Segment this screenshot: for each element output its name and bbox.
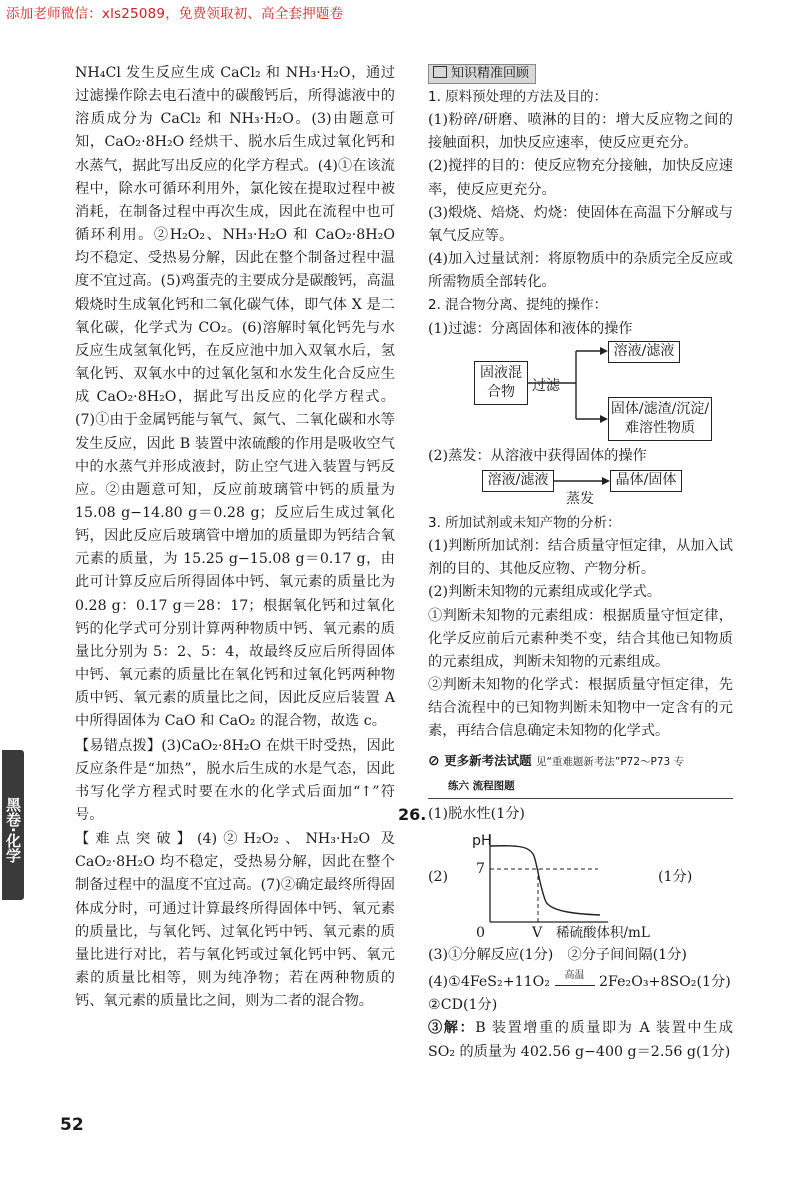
- graph-v-label: V: [532, 924, 543, 941]
- item-text: ②判断未知物的化学式：根据质量守恒定律，先结合流程中的已知物判断未知物中一定含有的元素，再结合信息确定未知物的化学式。: [428, 676, 733, 740]
- answer-label: (2): [428, 868, 449, 885]
- page-number: 52: [60, 1115, 84, 1135]
- analysis-paragraph: NH₄Cl 发生反应生成 CaCl₂ 和 NH₃·H₂O，通过过滤操作除去电石渣中的碳酸钙后，所得滤液中的溶质成分为 CaCl₂ 和 NH₃·H₂O。(3)由题意可知，CaO₂·8H₂O 经烘干、脱水后生成过氧化钙和水蒸气，据此写出反应的化学方程式。(4)①在该流程中，除水可循环利用外，氯化铵在提取过程中被消耗，在制备过程中再次生成，因此在流程中也可循环利用。②H₂O₂、NH₃·H₂O 和 CaO₂·8H₂O 均不稳定、受热易分解，因此在整个制备过程中温度不宜过高。(5)鸡蛋壳的主要成分是碳酸钙，高温煅烧时生成氧化钙和二氧化碳气体，即气体 X 是二氧化碳，化学式为 CO₂。(6)溶解时氧化钙先与水反应生成氢氧化钙，在反应池中加入双氧水后，氢氧化钙、双氧水中的过氧化氢和水发生化合反应生成 CaO₂·8H₂O，据此写出反应的化学方程式。(7)①由于金属钙能与氧气、氮气、二氧化碳和水等发生反应，因此 B 装置中浓硫酸的作用是吸收空气中的水蒸气并形成液封，防止空气进入装置与钙反应。②由题意可知，反应前玻璃管中钙的质量为 15.08 g−14.80 g＝0.28 g；反应后生成过氧化钙，因此反应后玻璃管中增加的质量即为钙结合氧元素的质量，为 15.25 g−15.08 g＝0.17 g，由此可计算反应后所得固体中钙、氧元素的质量比为 0.28 g：0.17 g＝28：17；根据氧化钙和过氧化钙的化学式可分别计算两种物质中钙、氧元素的质量比分别为 5：2、5：4，故最终反应后所得固体中钙、氧元素的质量比在氧化钙和过氧化钙两种物质中钙、氧元素的质量比之间，因此反应后装置 A 中所得固体为 CaO 和 CaO₂ 的混合物，故选 c。: [75, 65, 395, 730]
- ph-graph-row: [428, 826, 733, 944]
- item-text: (1)过滤：分离固体和液体的操作: [428, 320, 633, 337]
- error-tip-paragraph: 【易错点拨】(3)CaO₂·8H₂O 在烘干时受热，因此反应条件是“加热”，脱水后生成的水是气态，因此书写化学方程式时要在水的化学式后面加“↑”符号。: [75, 737, 395, 823]
- answer-line: (3)①分解反应(1分) ②分子间间隔(1分): [428, 946, 687, 963]
- left-column: [75, 62, 395, 1013]
- item-text: (2)判断未知物的元素组成或化学式。: [428, 584, 661, 601]
- knowledge-review-box: 知识精准回顾: [428, 64, 536, 84]
- graph-origin-label: 0: [476, 924, 486, 941]
- section-heading-3: 3. 所加试剂或未知产物的分析：: [428, 514, 621, 531]
- subject-side-tab: 黑卷·化学: [2, 750, 24, 900]
- difficulty-paragraph: 【难点突破】(4)②H₂O₂、NH₃·H₂O 及 CaO₂·8H₂O 均不稳定，受热易分解，因此在整个制备过程中的温度不宜过高。(7)②确定最终所得固体成分时，可通过计算最终所得固体中钙、氧元素的质量比，与氧化钙、过氧化钙中钙、氧元素的质量比进行对比，若与氧化钙或过氧化钙中钙、氧元素的质量比相等，则为纯净物；若在两种物质的钙、氧元素的质量比之间，则为二者的混合物。: [75, 831, 395, 1010]
- diagram-box-crystal: 晶体/固体: [610, 470, 682, 492]
- item-text: (2)蒸发：从溶液中获得固体的操作: [428, 447, 647, 464]
- item-text: (4)加入过量试剂：将原物质中的杂质完全反应或所需物质全部转化。: [428, 251, 733, 291]
- answer-score: (1分): [658, 868, 693, 885]
- diagram-box-filtrate: 溶液/滤液: [608, 341, 680, 363]
- graph-x-label: 稀硫酸体积/mL: [556, 924, 650, 941]
- diagram-label-filter: 过滤: [532, 377, 560, 394]
- answer-line: ②CD(1分): [428, 997, 498, 1014]
- link-icon: ⊘: [428, 753, 440, 770]
- right-column: [398, 62, 733, 1064]
- diagram-box-solution: 溶液/滤液: [482, 470, 554, 492]
- graph-seven-label: 7: [476, 860, 486, 877]
- answer-block: [398, 803, 733, 1064]
- section-heading-1: 1. 原料预处理的方法及目的：: [428, 89, 608, 105]
- diagram-box-solid: 固体/滤渣/沉淀/难溶性物质: [608, 397, 712, 441]
- equation-line: (4)①4FeS₂+11O₂ 高温 2Fe₂O₃+8SO₂(1分): [428, 970, 731, 991]
- item-text: (1)粉碎/研磨、喷淋的目的：增大反应物之间的接触面积，加快反应速率，使反应更充分。: [428, 112, 733, 152]
- promo-banner: 添加老师微信：xls25089，免费领取初、高全套押题卷: [6, 6, 344, 22]
- section-heading-2: 2. 混合物分离、提纯的操作：: [428, 297, 608, 314]
- filtration-diagram: [428, 341, 733, 445]
- item-text: (1)判断所加试剂：结合质量守恒定律，从加入试剂的目的、其他反应物、产物分析。: [428, 538, 733, 578]
- item-text: (3)煅烧、焙烧、灼烧：使固体在高温下分解或与氧气反应等。: [428, 204, 733, 244]
- graph-y-label: pH: [472, 832, 492, 849]
- reaction-condition: 高温: [555, 975, 595, 986]
- practice-subheading: 练六 流程图题: [428, 775, 733, 799]
- question-number: 26.: [398, 804, 427, 824]
- item-text: ①判断未知物的元素组成：根据质量守恒定律，化学反应前后元素种类不变，结合其他已知物质的元素组成，判断未知物的元素组成。: [428, 607, 733, 670]
- answer-line: (1)脱水性(1分): [428, 805, 525, 822]
- diagram-label-evaporate: 蒸发: [566, 490, 594, 507]
- diagram-box-mixture: 固液混合物: [474, 361, 528, 405]
- more-questions-line: ⊘ 更多新考法试题 见“重难题新考法”P72～P73 专: [428, 753, 685, 770]
- item-text: (2)搅拌的目的：使反应物充分接触，加快反应速率，使反应更充分。: [428, 158, 733, 198]
- answer-line: ③解：B 装置增重的质量即为 A 装置中生成 SO₂ 的质量为 402.56 g−400 g＝2.56 g(1分): [428, 1020, 733, 1060]
- evaporation-diagram: [428, 468, 733, 512]
- book-icon: [433, 66, 447, 78]
